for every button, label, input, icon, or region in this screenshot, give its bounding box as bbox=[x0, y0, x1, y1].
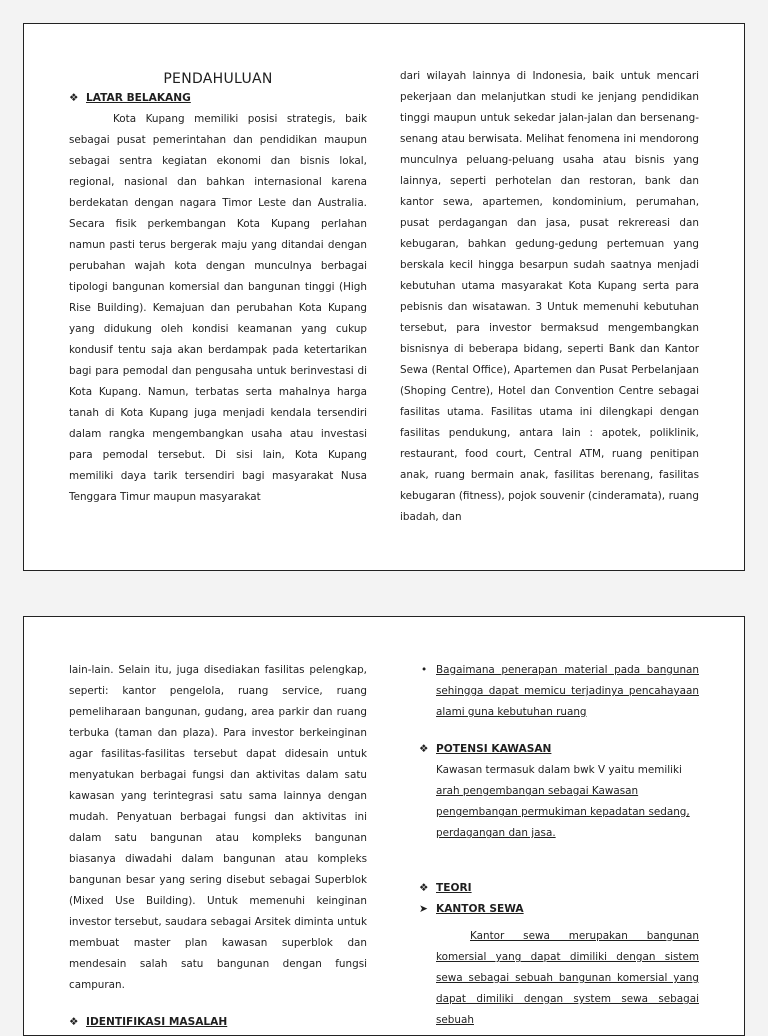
latar-belakang-label: LATAR BELAKANG bbox=[86, 92, 191, 104]
page1-right-paragraph: dari wilayah lainnya di Indonesia, baik untuk mencari pekerjaan dan melanjutkan studi ke jenjang pendidikan tinggi maupun untuk sekedar jalan-jalan dan bersenang-senang atau berwisata. Melihat fenomena ini mendorong munculnya peluang-peluang usaha atau bisnis yang lainnya, seperti perhotelan dan restoran, bank dan kantor sewa, apartemen, kondominium, perumahan, pusat perdagangan dan jasa, pusat rekrereasi dan kebugaran, bahkan gedung-gedung pertemuan yang berskala kecil hingga besarpun sudah saatnya menjadi kebutuhan utama masyarakat Kota Kupang serta para pebisnis dan wisatawan. 3 Untuk memenuhi kebutuhan tersebut, para investor bermaksud mengembangkan bisnisnya di beberapa bidang, seperti Bank dan Kantor Sewa (Rental Office), Apartemen dan Pusat Perbelanjaan (Shoping Centre), Hotel dan Convention Centre sebagai fasilitas utama. Fasilitas utama ini dilengkapi dengan fasilitas pendukung, antara lain : apotek, poliklinik, restaurant, food court, Central ATM, ruang penitipan anak, ruang bermain anak, fasilitas berenang, fasilitas kebugaran (fitness), pojok souvenir (cinderamata), ruang ibadah, dan bbox=[400, 70, 699, 523]
potensi-kawasan-body bbox=[419, 760, 699, 844]
latar-belakang-paragraph: Kota Kupang memiliki posisi strategis, baik sebagai pusat pemerintahan dan pendidikan maupun sebagai sentra kegiatan ekonomi dan bisnis lokal, regional, nasional dan bahkan internasional karena berdekatan dengan nagara Timor Leste dan Australia. Secara fisik perkembangan Kota Kupang perlahan namun pasti terus bergerak maju yang ditandai dengan perubahan wajah kota dengan munculnya berbagai tipologi bangunan komersial dan bangunan tinggi (High Rise Building). Kemajuan dan perubahan Kota Kupang yang didukung oleh kondisi keamanan yang cukup kondusif tentu saja akan berdampak pada ketertarikan bagi para pemodal dan pengusaha untuk berinvestasi di Kota Kupang. Namun, terbatas serta mahalnya harga tanah di Kota Kupang juga menjadi kendala tersendiri dalam rangka mengembangkan usaha atau investasi para pemodal tersebut. Di sisi lain, Kota Kupang memiliki daya tarik tersendiri bagi masyarakat Nusa Tenggara Timur maupun masyarakat bbox=[69, 113, 367, 503]
list-item bbox=[419, 660, 699, 723]
page2-right-column bbox=[419, 660, 699, 1031]
dot-bullet-icon: • bbox=[421, 664, 428, 676]
kantor-sewa-heading bbox=[419, 899, 699, 920]
arrow-bullet-icon: ➤ bbox=[419, 903, 428, 915]
potensi-kawasan-text: arah pengembangan sebagai Kawasan pengembangan permukiman kepadatan sedang, perdagangan dan jasa. bbox=[436, 785, 690, 839]
identifikasi-masalah-heading bbox=[69, 1012, 367, 1033]
diamond-bullet-icon: ❖ bbox=[69, 1016, 79, 1028]
document-page-2 bbox=[23, 616, 745, 1036]
diamond-bullet-icon: ❖ bbox=[69, 92, 79, 104]
kantor-sewa-label: KANTOR SEWA bbox=[436, 903, 524, 915]
page2-left-column bbox=[69, 660, 367, 1033]
page-title: PENDAHULUAN bbox=[163, 71, 273, 87]
teori-label: TEORI bbox=[436, 882, 472, 894]
document-page-1 bbox=[23, 23, 745, 571]
page1-left-column bbox=[69, 70, 367, 508]
teori-heading bbox=[419, 878, 699, 899]
potensi-kawasan-label: POTENSI KAWASAN bbox=[436, 743, 552, 755]
page1-right-column bbox=[400, 66, 699, 528]
kantor-sewa-paragraph: Kantor sewa merupakan bangunan komersial yang dapat dimiliki dengan sistem sewa sebagai sebuah bangunan komersial yang dapat dimiliki dengan system sewa sebagai sebuah bbox=[436, 930, 699, 1026]
diamond-bullet-icon: ❖ bbox=[419, 882, 429, 894]
potensi-kawasan-heading bbox=[419, 739, 699, 760]
identifikasi-masalah-label: IDENTIFIKASI MASALAH bbox=[86, 1016, 228, 1028]
diamond-bullet-icon: ❖ bbox=[419, 743, 429, 755]
latar-belakang-heading bbox=[69, 88, 367, 109]
bullet-text: Bagaimana penerapan material pada bangunan sehingga dapat memicu terjadinya pencahayaan alami guna kebutuhan ruang bbox=[436, 664, 699, 718]
kantor-sewa-body bbox=[419, 926, 699, 1031]
page2-left-paragraph: lain-lain. Selain itu, juga disediakan fasilitas pelengkap, seperti: kantor pengelola, ruang service, ruang pemeliharaan bangunan, gudang, area parkir dan ruang terbuka (taman dan plaza). Para investor berkeinginan agar fasilitas-fasilitas tersebut dapat didesain untuk menyatukan berbagai fungsi dan aktivitas dalam satu kawasan yang terintegrasi satu sama lainnya dengan mudah. Penyatuan berbagai fungsi dan aktivitas ini dalam satu bangunan atau kompleks bangunan biasanya diwadahi dalam bangunan atau kompleks bangunan besar yang sering disebut sebagai Superblok (Mixed Use Building). Untuk memenuhi keinginan investor tersebut, saudara sebagai Arsitek diminta untuk membuat master plan kawasan superblok dan mendesain salah satu bangunan dengan fungsi campuran. bbox=[69, 664, 367, 991]
potensi-kawasan-line1: Kawasan termasuk dalam bwk V yaitu memiliki bbox=[436, 764, 682, 776]
